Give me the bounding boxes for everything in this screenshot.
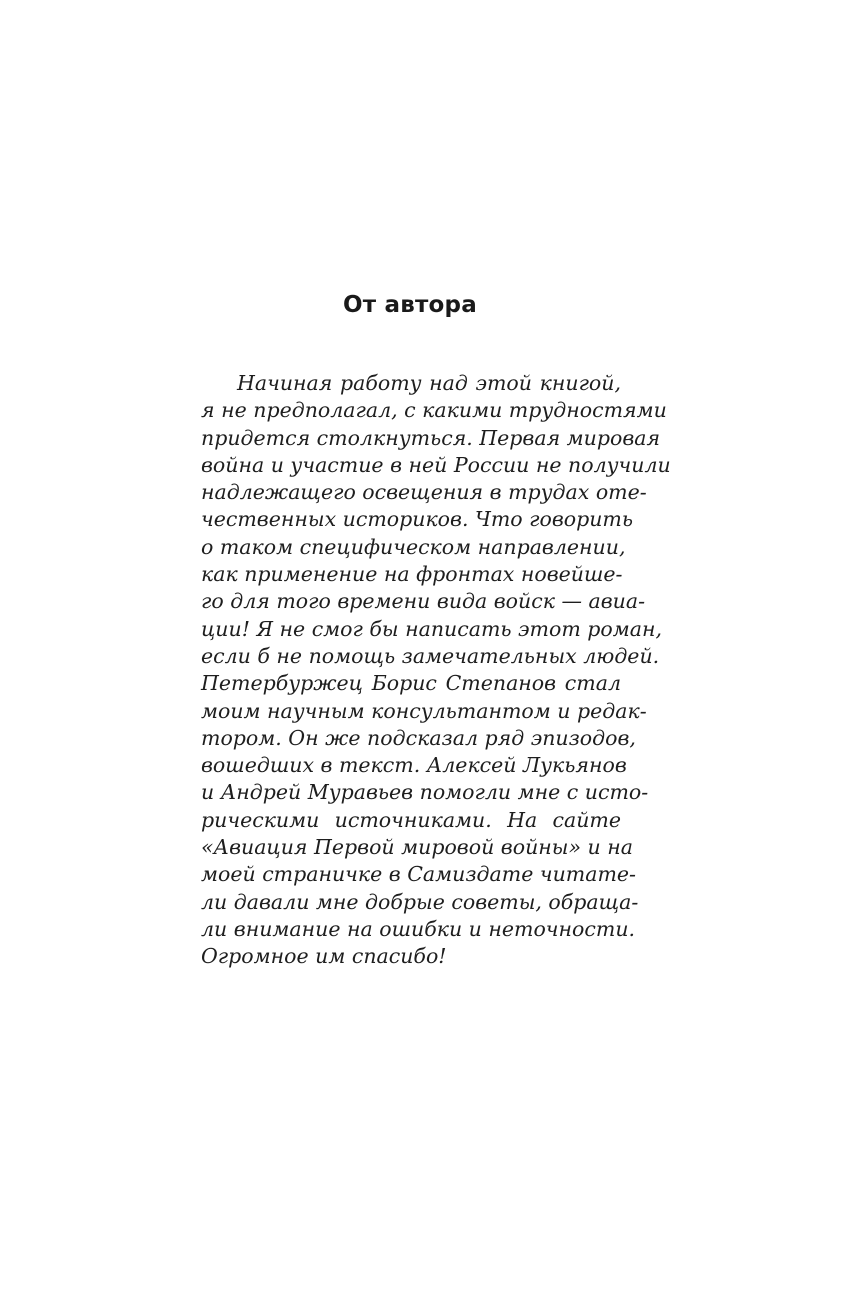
text-line: я не предполагал, с какими трудностями <box>201 398 667 423</box>
text-line: го для того времени вида войск — авиа- <box>201 589 645 614</box>
text-line: рическими источниками. На сайте <box>201 807 621 832</box>
author-foreword-paragraph <box>201 370 671 971</box>
text-line: война и участие в ней России не получили <box>201 452 671 477</box>
text-line: надлежащего освещения в трудах оте- <box>201 480 647 505</box>
text-line: Начиная работу над этой книгой, <box>237 371 621 395</box>
text-line: чественных историков. Что говорить <box>201 507 634 532</box>
text-line: и Андрей Муравьев помогли мне с исто- <box>201 780 649 805</box>
text-line: ли давали мне добрые советы, обраща- <box>201 889 639 914</box>
page-title: От автора <box>343 292 477 318</box>
text-line: вошедших в текст. Алексей Лукьянов <box>201 753 627 778</box>
text-line: о таком специфическом направлении, <box>201 534 626 559</box>
text-line: Огромное им спасибо! <box>201 944 447 969</box>
text-line: Петербуржец Борис Степанов стал <box>201 671 621 696</box>
text-line: если б не помощь замечательных людей. <box>201 643 660 668</box>
text-line: «Авиация Первой мировой войны» и на <box>201 835 633 860</box>
text-line: ции! Я не смог бы написать этот роман, <box>201 616 662 641</box>
text-line: как применение на фронтах новейше- <box>201 562 623 587</box>
text-line: моим научным консультантом и редак- <box>201 698 647 723</box>
text-line: ли внимание на ошибки и неточности. <box>201 916 636 941</box>
text-line: моей страничке в Самиздате читате- <box>201 862 636 887</box>
text-line: тором. Он же подсказал ряд эпизодов, <box>201 725 636 750</box>
text-line: придется столкнуться. Первая мировая <box>201 425 661 450</box>
